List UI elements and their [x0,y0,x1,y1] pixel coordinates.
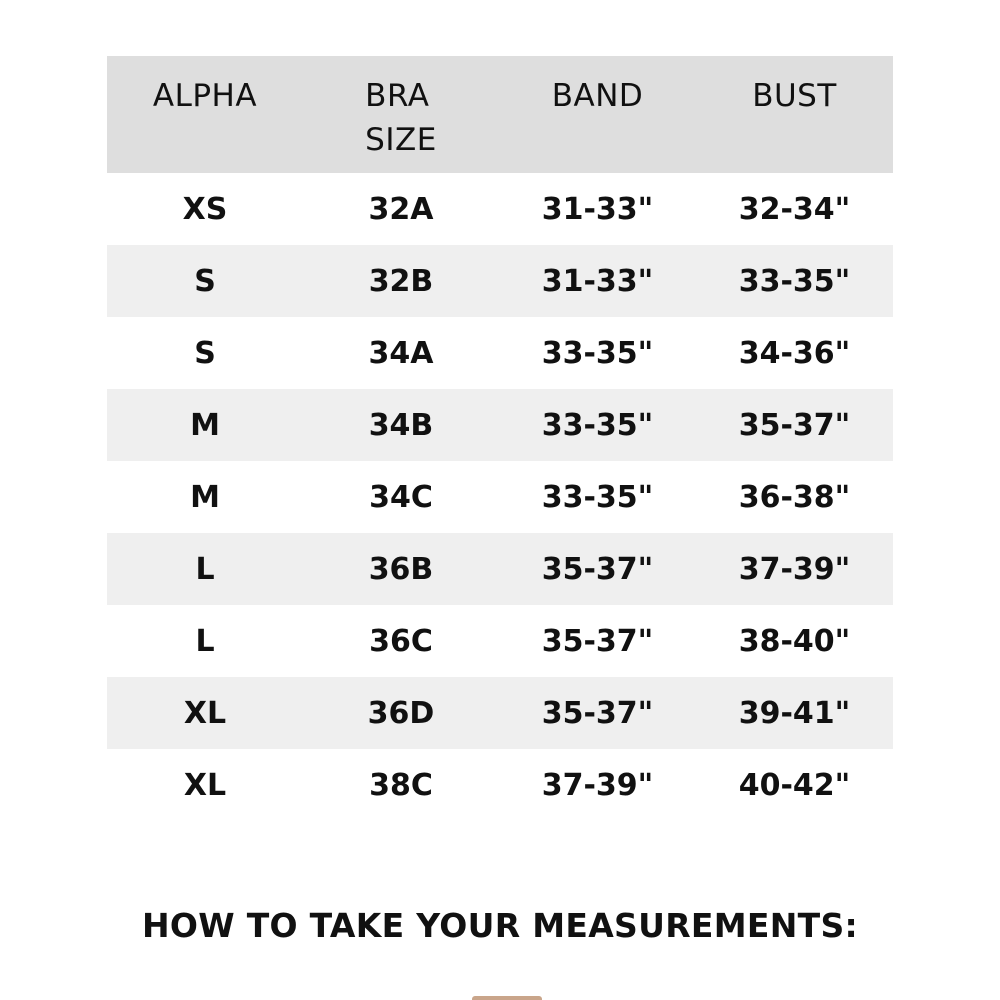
measurement-illustration [472,996,542,1000]
cell-alpha: L [195,551,215,587]
cell-band: 37-39" [541,767,654,803]
table-row [107,533,893,605]
header-bra-line2: SIZE [365,122,437,158]
cell-band: 33-35" [541,479,654,515]
cell-bust: 39-41" [738,695,851,731]
cell-bust: 40-42" [738,767,851,803]
cell-alpha: XL [183,767,227,803]
header-bra-size [303,56,499,173]
cell-alpha: M [190,407,220,443]
cell-band: 33-35" [541,407,654,443]
cell-bust: 36-38" [738,479,851,515]
table-row [107,749,893,821]
measurements-heading: HOW TO TAKE YOUR MEASUREMENTS: [141,906,859,945]
cell-alpha: XL [183,695,227,731]
table-header [107,56,893,173]
table-header-row [107,56,893,173]
cell-bust: 38-40" [738,623,851,659]
table-row [107,605,893,677]
table-body [107,173,893,821]
header-alpha: ALPHA [152,78,258,114]
cell-alpha: S [194,263,216,299]
cell-alpha: XS [182,191,228,227]
cell-bra-size: 34C [369,479,433,515]
cell-bra-size: 34B [368,407,434,443]
cell-bust: 37-39" [738,551,851,587]
header-band: BAND [551,78,644,114]
table-row [107,317,893,389]
cell-bra-size: 32B [368,263,434,299]
cell-bra-size: 32A [368,191,434,227]
cell-bust: 32-34" [738,191,851,227]
cell-alpha: L [195,623,215,659]
cell-alpha: M [190,479,220,515]
cell-band: 35-37" [541,623,654,659]
header-bust: BUST [752,78,837,114]
cell-band: 35-37" [541,551,654,587]
cell-band: 33-35" [541,335,654,371]
cell-bra-size: 36D [367,695,435,731]
cell-band: 31-33" [541,191,654,227]
size-chart-table [107,56,893,821]
cell-bust: 34-36" [738,335,851,371]
cell-bra-size: 34A [368,335,434,371]
cell-band: 35-37" [541,695,654,731]
cell-band: 31-33" [541,263,654,299]
table-row [107,173,893,245]
cell-alpha: S [194,335,216,371]
table-row [107,245,893,317]
table-row [107,389,893,461]
cell-bust: 35-37" [738,407,851,443]
cell-bra-size: 36B [368,551,434,587]
cell-bust: 33-35" [738,263,851,299]
table-row [107,461,893,533]
cell-bra-size: 36C [369,623,433,659]
header-bra-line1: BRA [365,78,430,114]
cell-bra-size: 38C [369,767,433,803]
table-row [107,677,893,749]
